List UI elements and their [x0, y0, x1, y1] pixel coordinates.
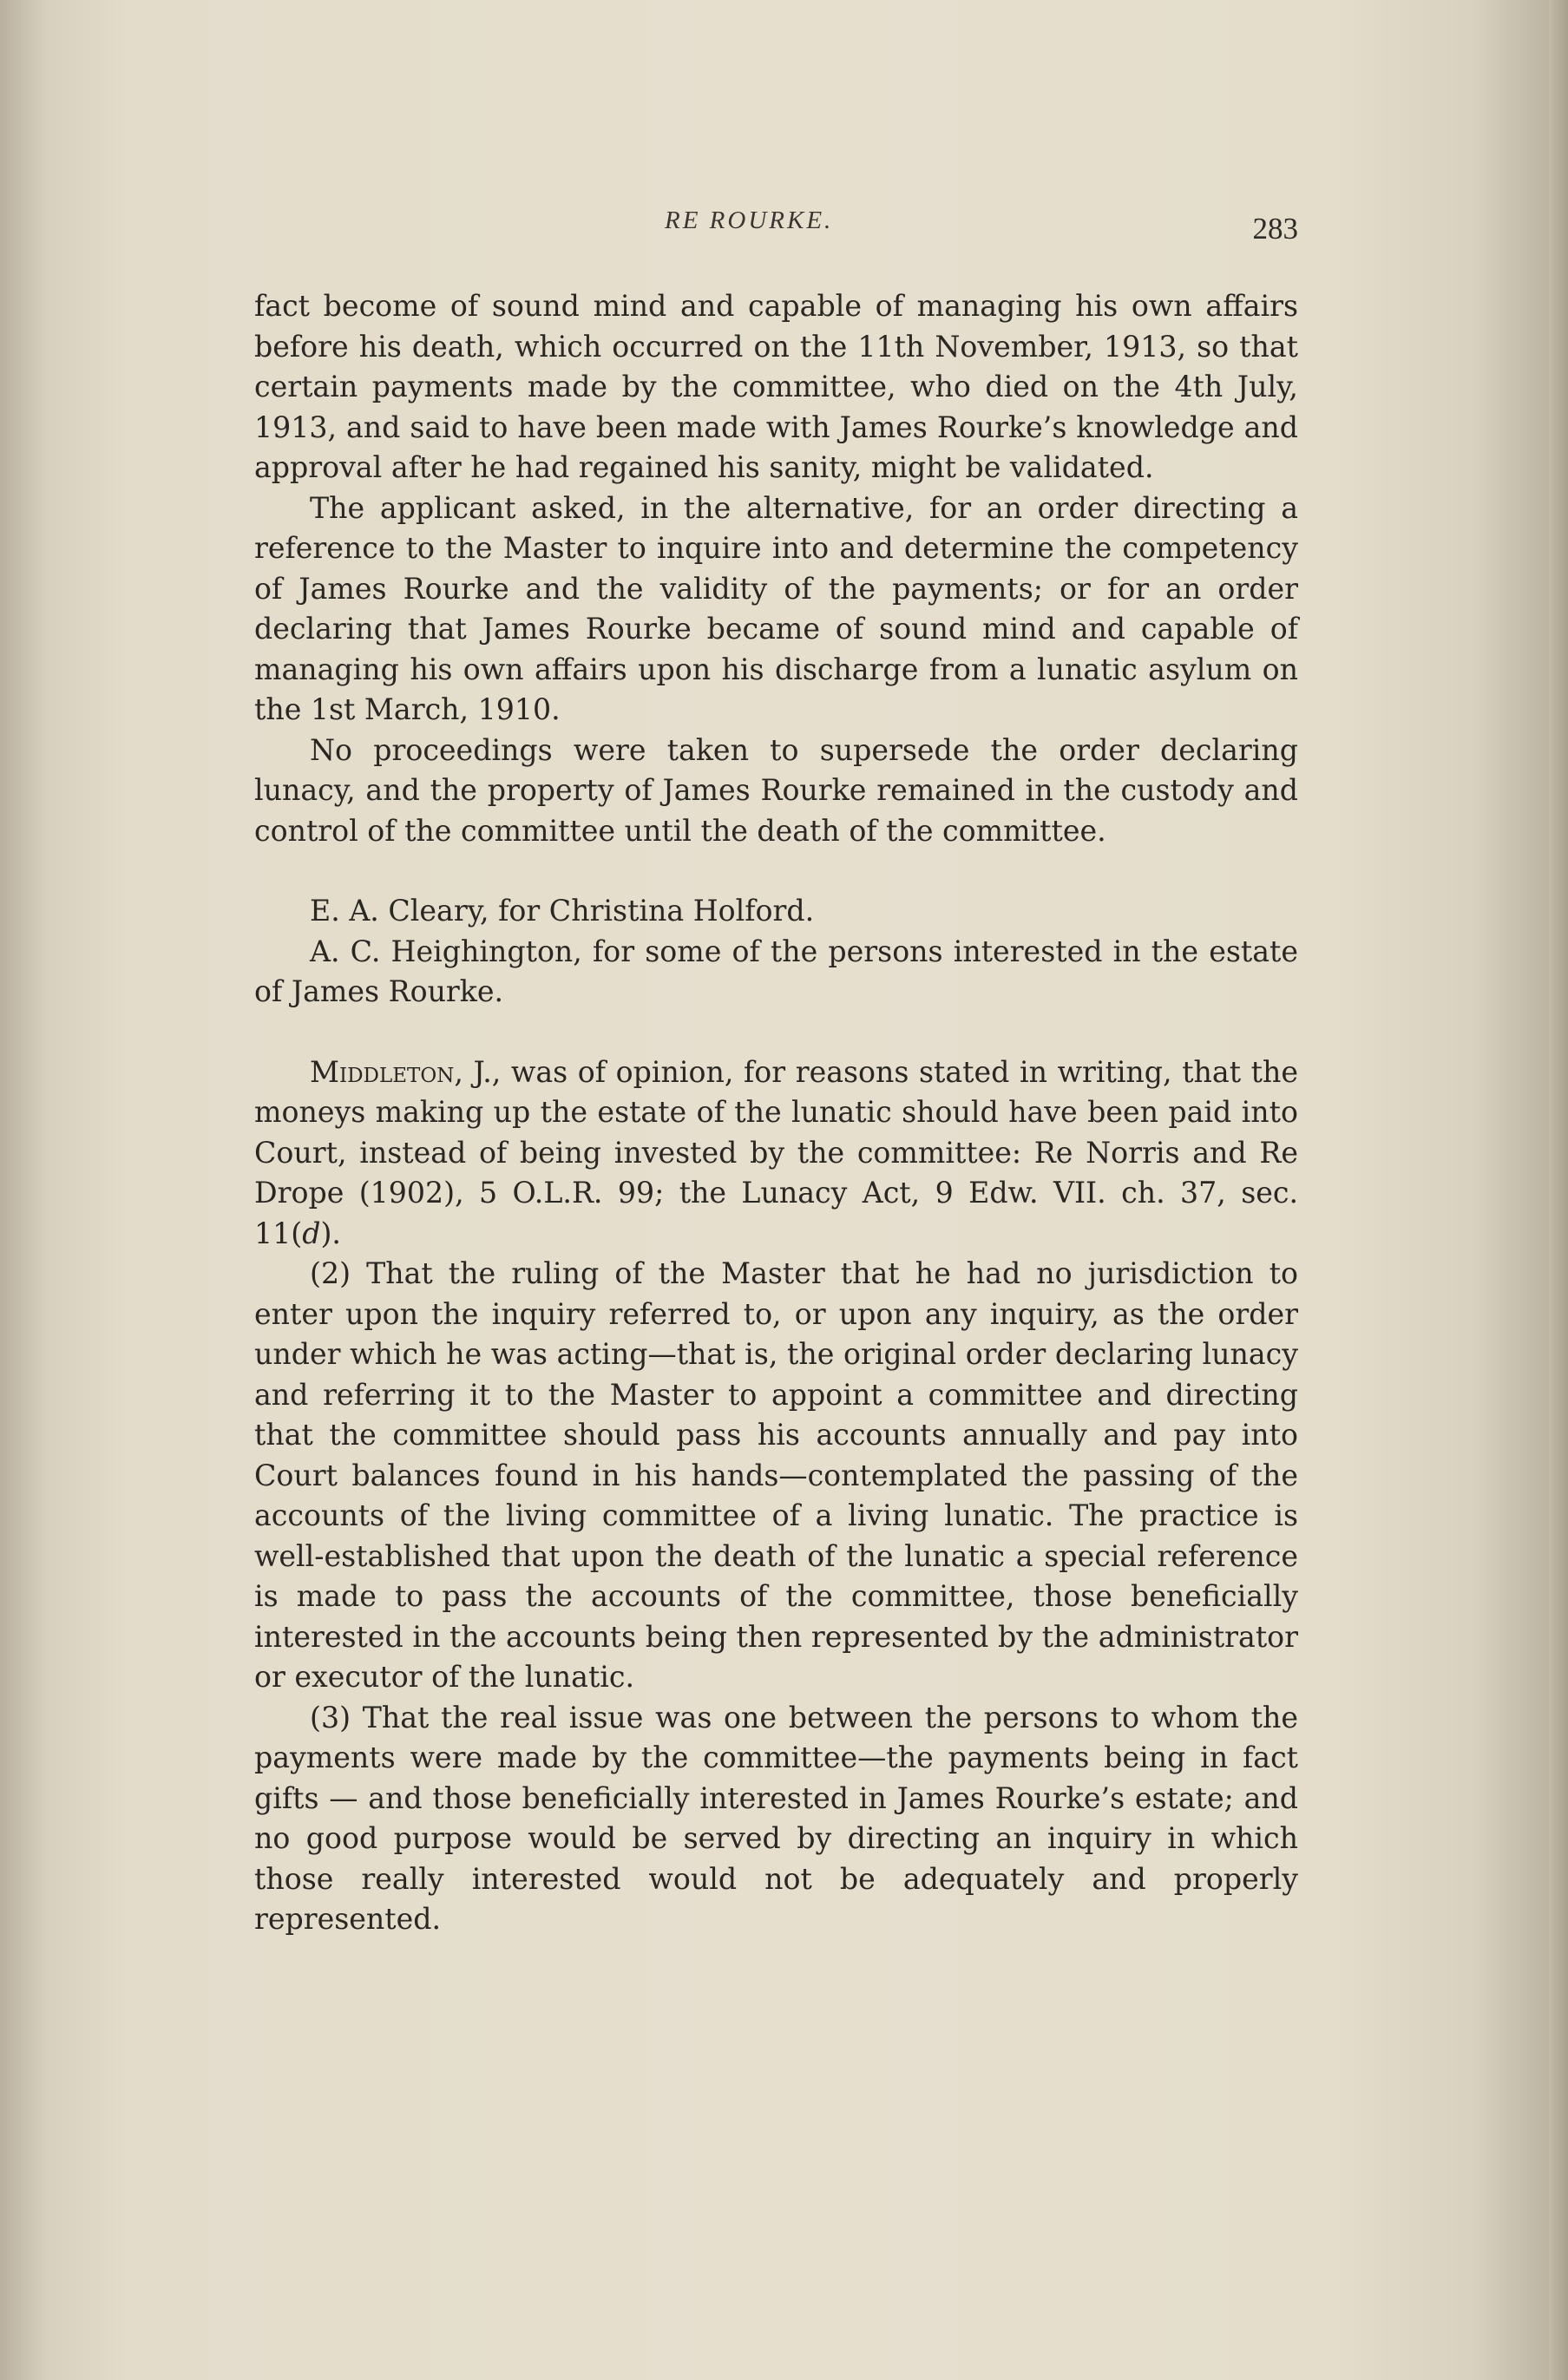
counsel-line-applicant: E. A. Cleary, for Christina Holford.: [310, 894, 815, 928]
running-title: RE ROURKE.: [665, 207, 834, 234]
page-edge: [1549, 0, 1568, 2380]
page-number: 283: [1252, 212, 1298, 246]
running-head: [257, 207, 1298, 250]
judgment-text-end: ).: [320, 1216, 341, 1250]
paragraph-application: The applicant asked, in the alternative, for an order directing a reference to the Master to inquire into and determine the competency of James Rourke and the validity of the payments; or for an order declaring that James Rourke became of sound mind and capable of managing his own affairs upon his discharge from a lunatic asylum on the 1st March, 1910.: [254, 490, 1298, 726]
paragraph-point-2: (2) That the ruling of the Master that he had no jurisdiction to enter upon the inquiry referred to, or upon any inquiry, as the order under which he was acting—that is, the original order declaring lunacy and referring it to the Master to appoint a committee and directing that the committee should pass his accounts annually and pay into Court balances found in his hands—contemplated the passing of the accounts of the living committee of a living lunatic. The practice is well-established that upon the death of the lunatic a special reference is made to pass the accounts of the committee, those beneficially interested in the accounts being then represented by the administrator or executor of the lunatic.: [254, 1256, 1298, 1694]
clause-letter: d: [302, 1216, 321, 1250]
judge-name: Middleton: [310, 1054, 455, 1089]
paragraph-point-3: (3) That the real issue was one between the persons to whom the payments were made by the committee—the payments being in fact gifts — and those beneficially interested in James Rourke’s estate; and no good purpose would be served by directing an inquiry in which those really interested would not be adequately and properly represented.: [254, 1700, 1298, 1936]
body-text: [254, 286, 1298, 1940]
paragraph-continuation: fact become of sound mind and capable of managing his own affairs before his death, which occurred on the 11th November, 1913, so that certain payments made by the committee, who died on the 4th July, 1913, and said to have been made with James Rourke’s knowledge and approval after he had regained his sanity, might be validated.: [254, 289, 1298, 484]
counsel-line-respondents: A. C. Heighington, for some of the persons interested in the estate of James Rourke.: [254, 934, 1298, 1008]
judgment-text: , J., was of opinion, for reasons stated in writing, that the moneys making up the estate of the lunatic should have been paid into Court, instead of being invested by the committee: Re Norris and Re Drope (1902), 5 O.L.R. 99; the Lunacy Act, 9 Edw. VII. ch. 37, sec. 11(: [254, 1054, 1298, 1250]
paragraph-proceedings: No proceedings were taken to supersede the order declaring lunacy, and the property of James Rourke remained in the custody and control of the committee until the death of the committee.: [254, 732, 1298, 848]
paragraph-judgment: [254, 1052, 1298, 1255]
